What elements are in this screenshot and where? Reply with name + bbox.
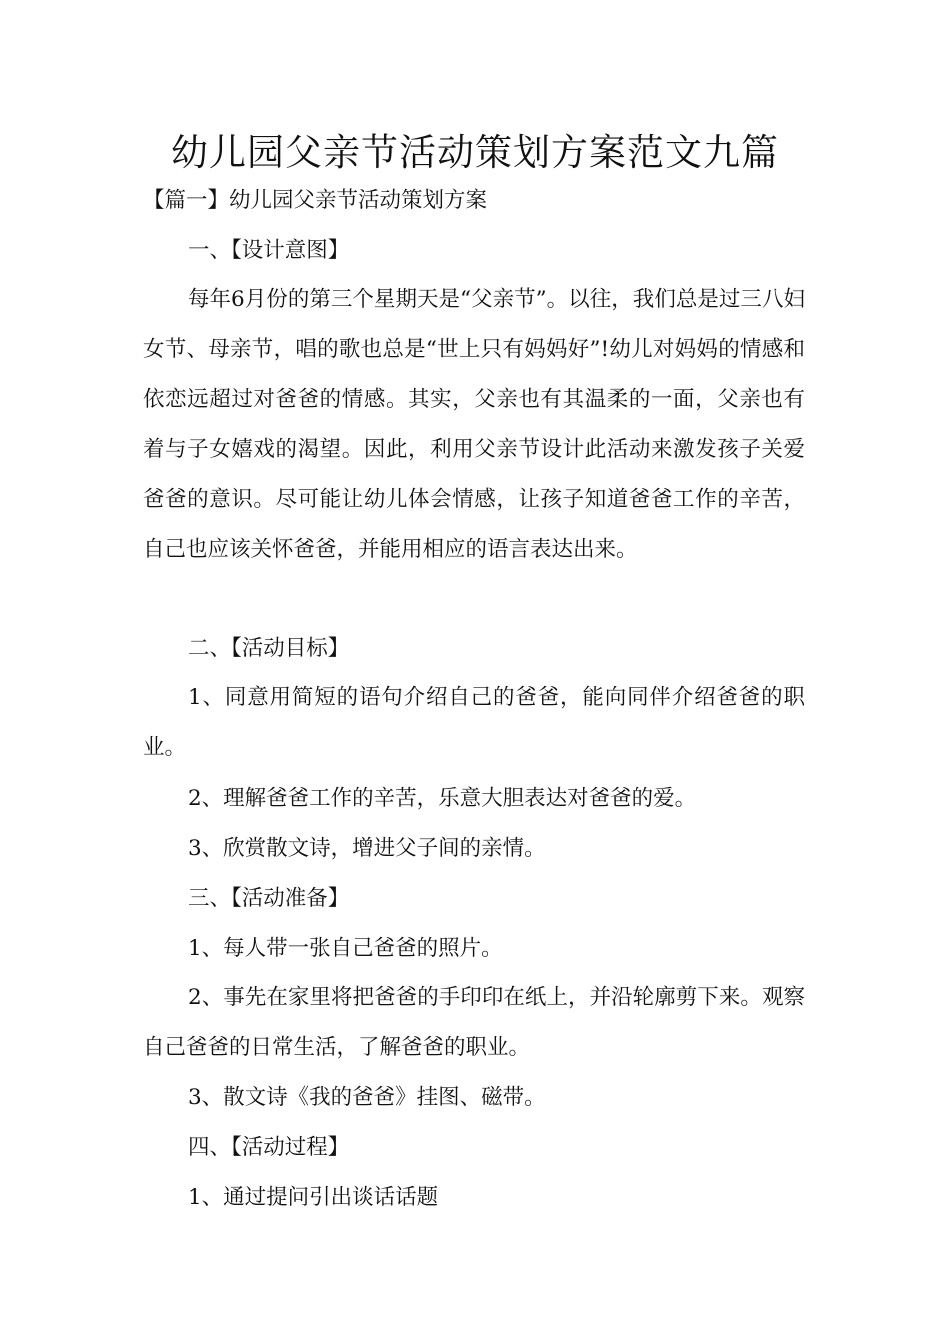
section-heading-activity-process: 四、【活动过程】 bbox=[188, 1135, 350, 1160]
list-item-prep-1: 1、每人带一张自己爸爸的照片。 bbox=[188, 936, 503, 961]
paragraph-design-intent: 每年6月份的第三个星期天是“父亲节”。以往，我们总是过三八妇女节、母亲节，唱的歌也总是“世上只有妈妈好”!幼儿对妈妈的情感和依恋远超过对爸爸的情感。其实，父亲也有其温柔的一面，父亲也有着与子女嬉戏的渴望。因此，利用父亲节设计此活动来激发孩子关爱爸爸的意识。尽可能让幼儿体会情感，让孩子知道爸爸工作的辛苦，自己也应该关怀爸爸，并能用相应的语言表达出来。 bbox=[143, 287, 805, 562]
list-item-process-1: 1、通过提问引出谈话话题 bbox=[188, 1185, 439, 1210]
section-heading-design-intent: 一、【设计意图】 bbox=[188, 238, 350, 263]
section-heading-activity-goals: 二、【活动目标】 bbox=[188, 636, 350, 661]
list-item-prep-3: 3、散文诗《我的爸爸》挂图、磁带。 bbox=[188, 1085, 546, 1110]
list-item-prep-2: 2、事先在家里将把爸爸的手印印在纸上，并沿轮廓剪下来。观察自己爸爸的日常生活，了解爸爸的职业。 bbox=[143, 985, 805, 1060]
list-item-goal-1: 1、同意用简短的语句介绍自己的爸爸，能向同伴介绍爸爸的职业。 bbox=[143, 685, 805, 760]
list-item-goal-2: 2、理解爸爸工作的辛苦，乐意大胆表达对爸爸的爱。 bbox=[188, 786, 697, 811]
list-item-goal-3: 3、欣赏散文诗，增进父子间的亲情。 bbox=[188, 836, 546, 861]
part-heading: 【篇一】幼儿园父亲节活动策划方案 bbox=[143, 188, 488, 213]
document-title: 幼儿园父亲节活动策划方案范文九篇 bbox=[171, 131, 779, 174]
section-heading-activity-prep: 三、【活动准备】 bbox=[188, 886, 350, 911]
